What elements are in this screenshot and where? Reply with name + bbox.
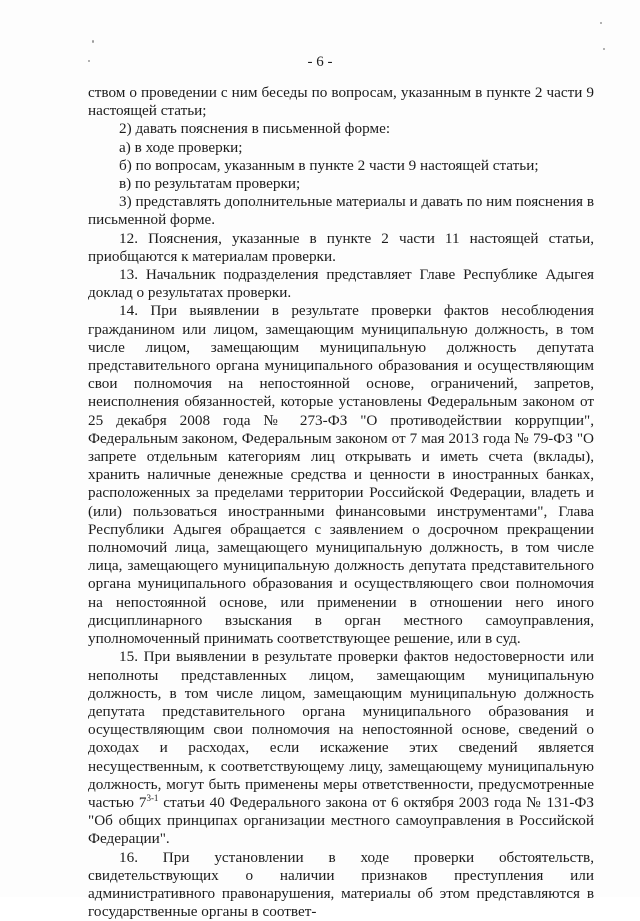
- page-number: - 6 -: [307, 54, 333, 70]
- body-text: [88, 84, 594, 921]
- paragraph-12: 12. Пояснения, указанные в пункте 2 части 11 настоящей статьи, приобщаются к материалам проверки.: [88, 229, 594, 265]
- scan-speck: [92, 40, 94, 43]
- paragraph-continuation: ством о проведении с ним беседы по вопросам, указанным в пункте 2 части 9 настоящей статьи;: [88, 84, 594, 120]
- paragraph-14: 14. При выявлении в результате проверки фактов несоблюдения гражданином или лицом, замещающим муниципальную должность, в том числе лицом, замещающим муниципальную должность депутата представительного органа муниципального образования и осуществляющим свои полномочия на непостоянной основе, ограничений, запретов, неисполнения обязанностей, которые установлены Федеральным законом от 25 декабря 2008 года № 273-ФЗ "О противодействии коррупции", Федеральным законом, Федеральным законом от 7 мая 2013 года № 79-ФЗ "О запрете отдельным категориям лиц открывать и иметь счета (вклады), хранить наличные денежные средства и ценности в иностранных банках, расположенных за пределами территории Российской Федерации, владеть и (или) пользоваться иностранными финансовыми инструментами", Глава Республики Адыгея обращается с заявлением о досрочном прекращении полномочий лица, замещающего муниципальную должность, в том числе лица, замещающего муниципальную должность депутата представительного органа муниципального образования и осуществляющего свои полномочия на непостоянной основе, или применении в отношении него иного дисциплинарного взыскания в орган местного самоуправления, уполномоченный принимать соответствующее решение, или в суд.: [88, 302, 594, 648]
- paragraph-item-2b: б) по вопросам, указанным в пункте 2 части 9 настоящей статьи;: [119, 156, 539, 174]
- paragraph-item-2: 2) давать пояснения в письменной форме:: [119, 120, 391, 138]
- scan-speck: [603, 48, 605, 50]
- paragraph-16: 16. При установлении в ходе проверки обстоятельств, свидетельствующих о наличии признаков преступления или административного правонарушения, материалы об этом представляются в государственные органы в соответ-: [88, 848, 594, 921]
- paragraph-item-2a: а) в ходе проверки;: [119, 138, 243, 156]
- paragraph-item-3: 3) представлять дополнительные материалы и давать по ним пояснения в письменной форме.: [88, 193, 594, 229]
- paragraph-15-text-before: 15. При выявлении в результате проверки фактов недостоверности или неполноты представленных лицом, замещающим муниципальную должность, в том числе лицом, замещающим муниципальную должность депутата представительного органа муниципального образования и осуществляющим свои полномочия на непостоянной основе, сведений о доходах и расходах, если искажение этих сведений является несущественным, к соответствующему лицу, замещающему муниципальную должность, могут быть применены меры ответственности, предусмотренные частью 7: [88, 648, 594, 811]
- scan-speck: [600, 22, 602, 24]
- paragraph-13: 13. Начальник подразделения представляет Главе Республике Адыгея доклад о результатах проверки.: [88, 266, 594, 302]
- paragraph-15: [88, 648, 594, 848]
- paragraph-15-superscript: 3-1: [146, 792, 159, 803]
- paragraph-item-2c: в) по результатам проверки;: [119, 175, 301, 193]
- paragraph-15-text-after: статьи 40 Федерального закона от 6 октября 2003 года № 131-ФЗ "Об общих принципах организации местного самоуправления в Российской Федерации".: [88, 793, 594, 848]
- scan-speck: [88, 60, 90, 62]
